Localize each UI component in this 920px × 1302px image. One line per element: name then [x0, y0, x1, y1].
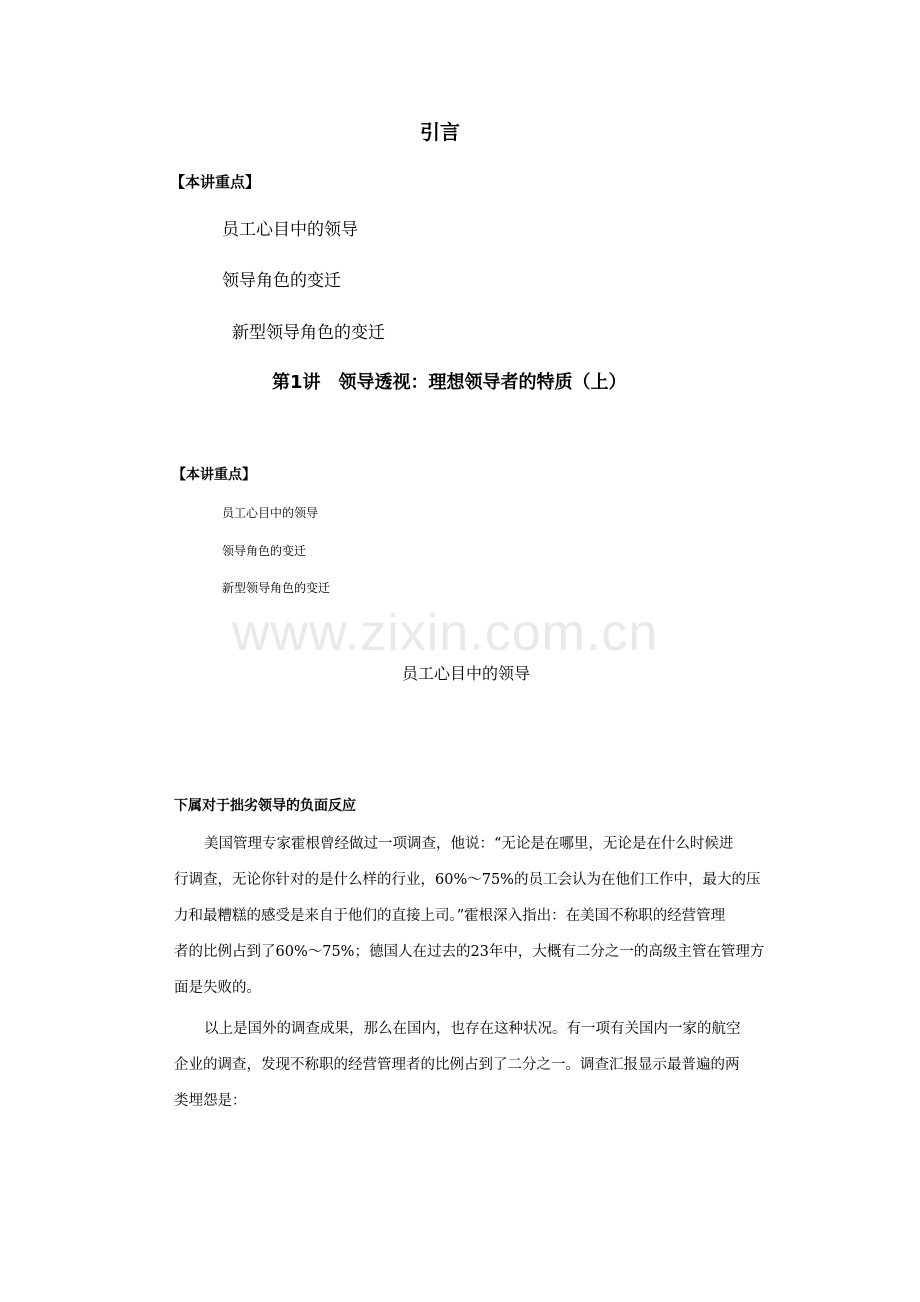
intro-item: 员工心目中的领导: [222, 220, 358, 240]
watermark: www.zixin.com.cn: [232, 604, 659, 662]
intro-key-points-label: 【本讲重点】: [170, 173, 261, 191]
lecture-item: 领导角色的变迁: [222, 544, 307, 558]
intro-item: 领导角色的变迁: [222, 271, 341, 291]
paragraph-line: 美国管理专家霍根曾经做过一项调查，他说：“无论是在哪里，无论是在什么时候进: [204, 836, 734, 852]
paragraph-line: 以上是国外的调查成果，那么在国内，也存在这种状况。有一项有关国内一家的航空: [204, 1021, 741, 1037]
paragraph-line: 行调查，无论你针对的是什么样的行业，60%～75%的员工会认为在他们工作中，最大的压: [174, 872, 761, 888]
paragraph-line: 力和最糟糕的感受是来自于他们的直接上司。”霍根深入指出：在美国不称职的经营管理: [174, 908, 726, 924]
section-subheading: 下属对于拙劣领导的负面反应: [174, 798, 356, 814]
intro-title: 引言: [420, 120, 460, 144]
lecture-key-points-label: 【本讲重点】: [172, 467, 256, 483]
paragraph-line: 类埋怨是：: [174, 1093, 247, 1109]
paragraph-line: 者的比例占到了60%～75%；德国人在过去的23年中，大概有二分之一的高级主管在管理方: [174, 944, 765, 960]
paragraph-2: [174, 1011, 778, 1119]
lecture-item: 员工心目中的领导: [222, 506, 319, 520]
paragraph-line: 面是失败的。: [174, 980, 261, 996]
section-title: 员工心目中的领导: [402, 664, 531, 683]
lecture-title: 第1讲 领导透视：理想领导者的特质（上）: [272, 372, 627, 393]
intro-item: 新型领导角色的变迁: [232, 323, 385, 343]
lecture-item: 新型领导角色的变迁: [222, 581, 331, 595]
paragraph-1: [174, 826, 778, 1006]
paragraph-line: 企业的调查，发现不称职的经营管理者的比例占到了二分之一。调查汇报显示最普遍的两: [174, 1057, 740, 1073]
